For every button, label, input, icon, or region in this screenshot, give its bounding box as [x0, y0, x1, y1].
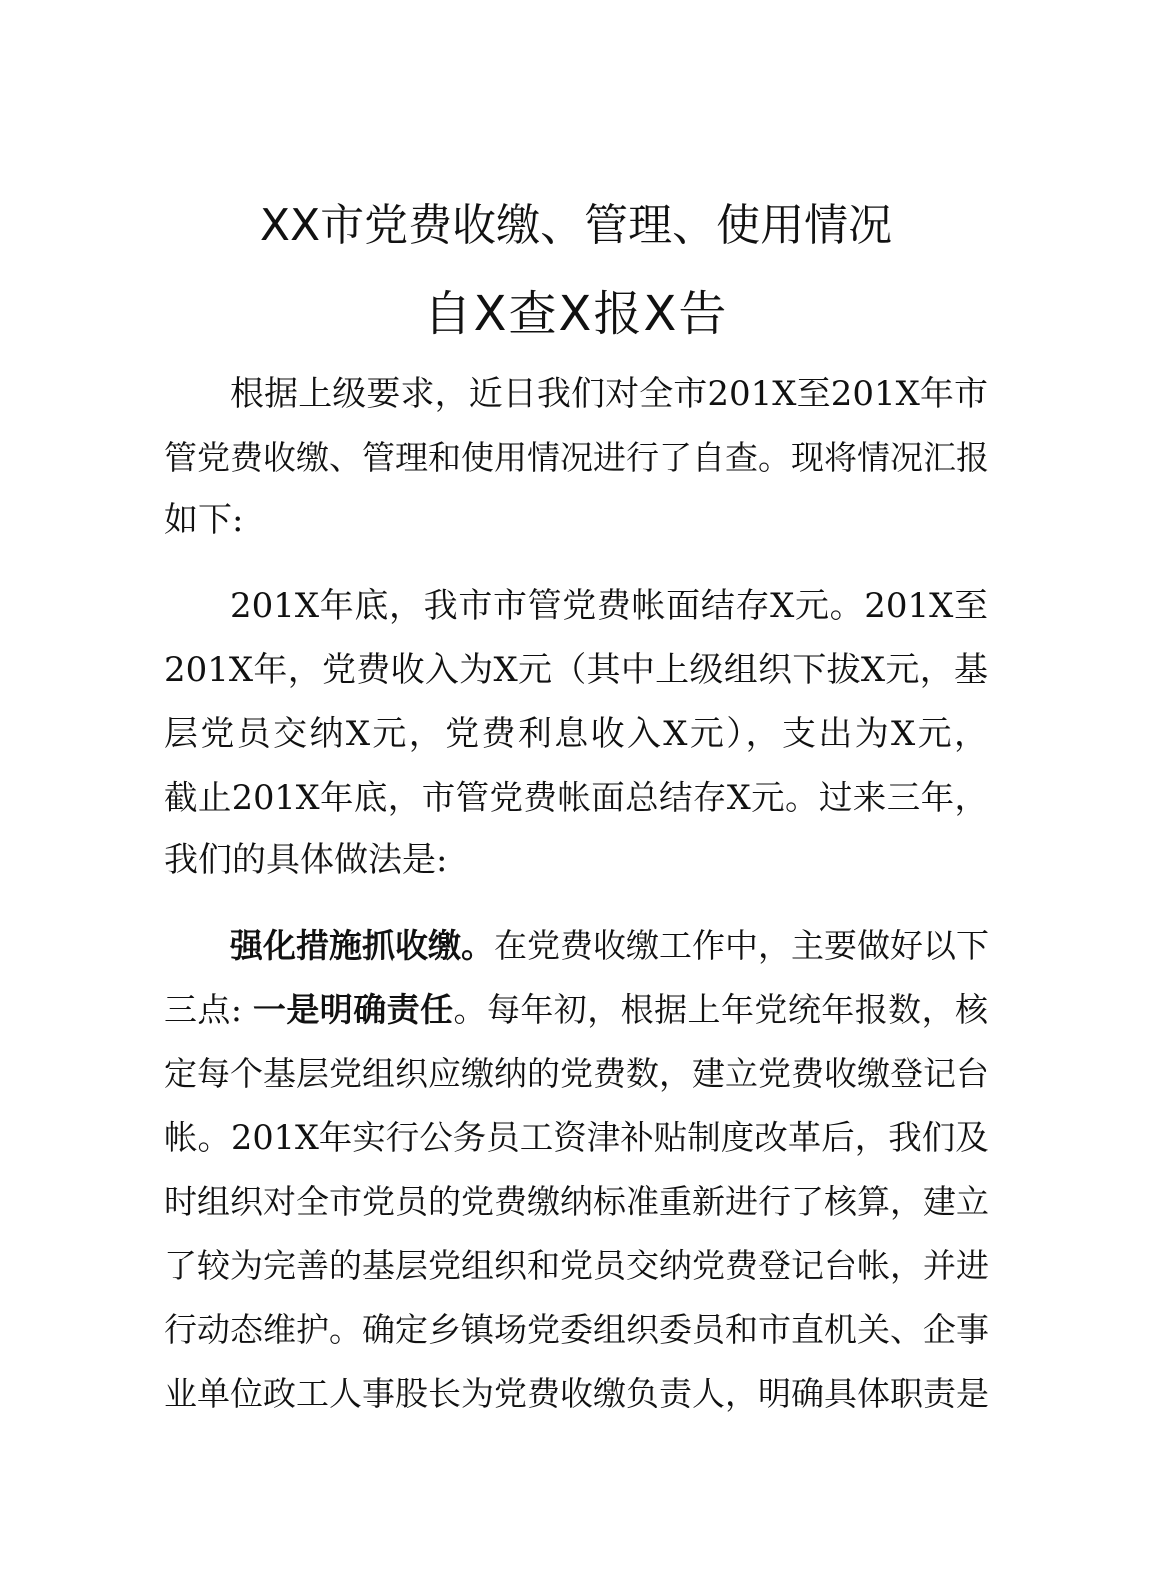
paragraph-3-line-2-prefix: 三点:	[164, 990, 242, 1029]
paragraph-1-line-3: 如下:	[164, 500, 244, 540]
paragraph-3-line-8: 业单位政工人事股长为党费收缴负责人，明确具体职责是	[164, 1374, 989, 1413]
paragraph-3-line-4: 帐。201X年实行公务员工资津补贴制度改革后，我们及	[164, 1118, 989, 1157]
paragraph-2-line-3: 层党员交纳X元，党费利息收入X元），支出为X元，	[164, 714, 988, 754]
paragraph-3-line-1	[230, 922, 988, 970]
paragraph-3-line-5: 时组织对全市党员的党费缴纳标准重新进行了核算，建立	[164, 1182, 989, 1221]
document-title: XX市党费收缴、管理、使用情况	[259, 200, 893, 251]
paragraph-2-line-5: 我们的具体做法是:	[164, 840, 448, 880]
paragraph-3-line-1-text: 在党费收缴工作中，主要做好以下	[494, 926, 989, 965]
paragraph-3-line-2	[164, 986, 988, 1034]
paragraph-3-line-6: 了较为完善的基层党组织和党员交纳党费登记台帐，并进	[164, 1246, 989, 1285]
paragraph-2-line-2: 201X年，党费收入为X元（其中上级组织下拔X元，基	[164, 650, 988, 690]
subsection-heading: 一是明确责任	[252, 990, 454, 1029]
paragraph-3-line-3: 定每个基层党组织应缴纳的党费数，建立党费收缴登记台	[164, 1054, 989, 1093]
paragraph-3-line-7: 行动态维护。确定乡镇场党委组织委员和市直机关、企事	[164, 1310, 989, 1349]
paragraph-3-line-2-text: 。每年初，根据上年党统年报数，核	[453, 990, 989, 1029]
paragraph-2-line-4: 截止201X年底，市管党费帐面总结存X元。过来三年，	[164, 778, 988, 817]
document-subtitle: 自X查X报X告	[423, 286, 729, 342]
paragraph-1-line-1: 根据上级要求，近日我们对全市201X至201X年市	[230, 374, 988, 414]
section-heading: 强化措施抓收缴。	[230, 926, 494, 965]
paragraph-2-line-1: 201X年底，我市市管党费帐面结存X元。201X至	[230, 586, 988, 626]
paragraph-1-line-2: 管党费收缴、管理和使用情况进行了自查。现将情况汇报	[164, 438, 989, 477]
